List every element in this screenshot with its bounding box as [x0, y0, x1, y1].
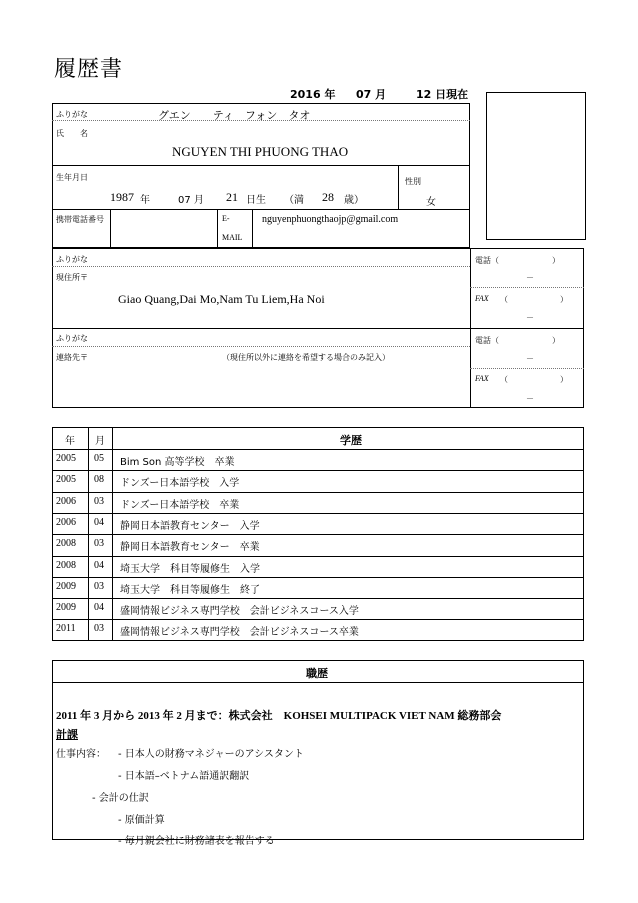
- page-title: 履歴書: [54, 57, 124, 82]
- col-year: 年: [65, 436, 75, 447]
- table-row-divider: [52, 492, 584, 493]
- contact-fax-open: （: [500, 375, 508, 384]
- table-row-divider: [52, 577, 584, 578]
- education-row-month: 03: [94, 580, 104, 592]
- education-row-text: ドンズー日本語学校 卒業: [120, 499, 240, 511]
- furigana-value: グエン ティ フォン タオ: [158, 109, 311, 122]
- table-row-divider: [52, 534, 584, 535]
- contact-tel-close: ）: [552, 336, 560, 345]
- education-row-year: 2011: [56, 623, 76, 635]
- furigana-label: ふりがな: [56, 110, 88, 119]
- tel-label: 電話（: [475, 256, 499, 265]
- career-period-line1: 2011 年 3 月から 2013 年 2 月まで：株式会社 KOHSEI MULTIPACK VIET NAM 総務部会: [56, 710, 502, 722]
- contact-note: （現住所以外に連絡を希望する場合のみ記入）: [222, 353, 390, 362]
- birth-month: 07 月: [178, 195, 204, 206]
- education-row-year: 2006: [56, 495, 76, 507]
- duty-5: - 毎月親会社に財務諸表を報告する: [118, 836, 275, 847]
- table-row-divider: [52, 619, 584, 620]
- date-day: 12 日現在: [416, 88, 469, 101]
- name-value: NGUYEN THI PHUONG THAO: [172, 144, 349, 159]
- fax-dash: －: [526, 313, 534, 322]
- current-address-value: Giao Quang,Dai Mo,Nam Tu Liem,Ha Noi: [118, 292, 325, 306]
- education-row-year: 2009: [56, 580, 76, 592]
- fax-open: （: [500, 295, 508, 304]
- email-value: nguyenphuongthaojp@gmail.com: [262, 214, 399, 225]
- tel-close: ）: [552, 256, 560, 265]
- date-month: 07 月: [356, 88, 387, 101]
- education-row-year: 2008: [56, 538, 76, 550]
- duty-2: - 日本語–ベトナム語通訳翻訳: [118, 771, 250, 782]
- education-row-year: 2008: [56, 559, 76, 571]
- education-row-year: 2005: [56, 474, 76, 486]
- duty-1: - 日本人の財務マネジャーのアシスタント: [118, 749, 304, 760]
- table-row-divider: [52, 556, 584, 557]
- table-row-divider: [52, 470, 584, 471]
- col-month: 月: [95, 436, 105, 447]
- tel-dash: －: [526, 273, 534, 282]
- birth-year-unit: 年: [140, 195, 150, 206]
- education-row-month: 03: [94, 495, 104, 507]
- education-row-month: 04: [94, 559, 104, 571]
- age-open: （満: [284, 195, 304, 206]
- age-close: 歳）: [344, 195, 364, 206]
- education-row-year: 2005: [56, 453, 76, 464]
- education-row-year: 2006: [56, 516, 76, 528]
- fax-label: FAX: [475, 294, 489, 303]
- name-label: 氏 名: [56, 129, 88, 138]
- col-education-title: 学歴: [340, 434, 362, 447]
- contact-label: 連絡先〒: [56, 353, 88, 362]
- birth-label: 生年月日: [56, 173, 88, 182]
- career-period-line2: 計課: [56, 728, 78, 741]
- contact-tel-label: 電話（: [475, 336, 499, 345]
- education-row-month: 08: [94, 474, 104, 486]
- contact-fax-label: FAX: [475, 374, 489, 383]
- duty-3: - 会計の仕訳: [92, 793, 149, 804]
- email-label-2: MAIL: [222, 233, 243, 242]
- contact-fax-close: ）: [560, 375, 568, 384]
- education-row-text: 盛岡情報ビジネス専門学校 会計ビジネスコース卒業: [120, 627, 359, 639]
- education-row-text: 埼玉大学 科目等履修生 終了: [120, 584, 260, 596]
- contact-furigana-label: ふりがな: [56, 334, 88, 343]
- education-row-text: 盛岡情報ビジネス専門学校 会計ビジネスコース入学: [120, 606, 359, 618]
- age-value: 28: [322, 190, 334, 204]
- education-row-month: 03: [94, 623, 104, 635]
- fax-close: ）: [560, 295, 568, 304]
- education-row-text: Bim Son 高等学校 卒業: [120, 457, 235, 468]
- education-row-text: 埼玉大学 科目等履修生 入学: [120, 563, 260, 575]
- education-row-month: 04: [94, 516, 104, 528]
- education-row-text: ドンズー日本語学校 入学: [120, 478, 240, 490]
- birth-day: 21: [226, 190, 238, 204]
- table-row-divider: [52, 513, 584, 514]
- education-row-text: 静岡日本語教育センター 入学: [120, 520, 260, 532]
- education-row-text: 静岡日本語教育センター 卒業: [120, 542, 260, 554]
- birth-suffix: 日生: [246, 195, 266, 206]
- duty-4: - 原価計算: [118, 815, 165, 826]
- education-row-year: 2009: [56, 602, 76, 614]
- gender-label: 性別: [405, 177, 421, 186]
- education-row-month: 04: [94, 602, 104, 614]
- birth-year: 1987: [110, 190, 134, 204]
- table-row-divider: [52, 598, 584, 599]
- address-furigana-label: ふりがな: [56, 255, 88, 264]
- current-address-label: 現住所〒: [56, 273, 88, 282]
- date-year: 2016 年: [290, 88, 336, 101]
- career-title: 職歴: [306, 667, 328, 680]
- email-label-1: E-: [222, 214, 230, 223]
- gender-value: 女: [426, 197, 436, 208]
- mobile-label: 携帯電話番号: [56, 215, 104, 224]
- contact-tel-dash: －: [526, 354, 534, 363]
- education-row-month: 05: [94, 453, 104, 464]
- duties-label: 仕事内容：: [56, 749, 106, 760]
- contact-fax-dash: －: [526, 394, 534, 403]
- education-row-month: 03: [94, 538, 104, 550]
- photo-box: [486, 92, 586, 240]
